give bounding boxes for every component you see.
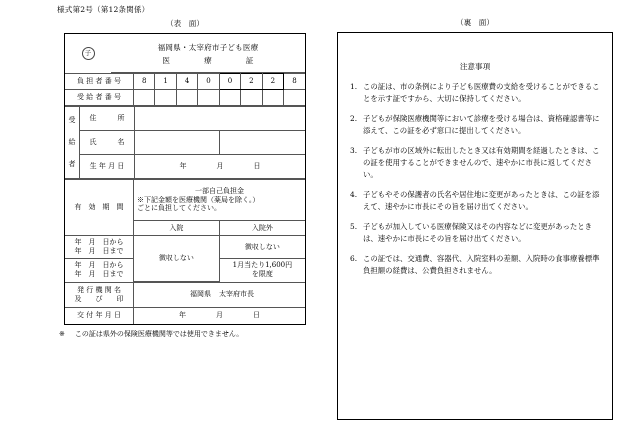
validity-copay-table (65, 179, 305, 282)
title-char-medical: 医 (162, 56, 171, 65)
period-to-2: 年 月 日まで (74, 270, 124, 278)
column-header-outpatient: 入院外 (219, 221, 305, 236)
recipient-digit-3[interactable] (176, 90, 197, 106)
recipient-digit-8[interactable] (284, 90, 305, 106)
note-item (350, 189, 600, 213)
copay-header-row (65, 180, 305, 221)
outpatient-amount-2-line1: 1月当たり1,600円 (232, 261, 293, 270)
certificate-title-line1: 福岡県・太宰府市子ども医療 (157, 42, 259, 52)
recipient-digit-5[interactable] (219, 90, 240, 106)
address-value[interactable] (135, 107, 306, 131)
front-side-caption: （表 面） (166, 19, 204, 28)
period-to-1: 年 月 日まで (74, 247, 124, 255)
form-number: 様式第2号（第12条関係） (57, 5, 150, 14)
birth-year-label: 年 (179, 162, 187, 171)
payer-digit-1[interactable]: 8 (134, 74, 155, 90)
certificate-title-row (65, 34, 305, 73)
payer-digit-7[interactable]: 2 (262, 74, 283, 90)
notes-card (337, 32, 613, 420)
period-from-2: 年 月 日から (74, 261, 124, 270)
issuer-label-line1: 発 行 機 関 名 (77, 285, 121, 294)
notes-title: 注意事項 (459, 62, 491, 71)
note-number: 6. (350, 253, 358, 263)
recipient-details-table (65, 106, 305, 179)
note-text: 子どもが加入している医療保険又はその内容などに変更があったときは、速やかに市長にその旨を届け出てください。 (363, 221, 593, 243)
vertical-label-char-2: 給 (68, 138, 76, 147)
footnote-mark: ※ (59, 329, 65, 338)
back-side-caption: （裏 面） (456, 18, 494, 27)
copay-header-cell (134, 180, 306, 221)
birth-date-value[interactable] (135, 155, 306, 179)
recipient-digit-6[interactable] (241, 90, 262, 106)
note-item (350, 81, 600, 105)
certificate-title-line2 (111, 56, 305, 65)
issuer-label (65, 282, 134, 307)
payer-digit-8[interactable]: 8 (284, 74, 305, 90)
vertical-label-char-3: 者 (68, 159, 76, 168)
note-number: 1. (350, 82, 358, 91)
recipient-address-row (65, 107, 305, 131)
circled-seal-icon: 子 (82, 47, 95, 60)
validity-period-label: 有 効 期 間 (65, 180, 134, 236)
issue-date-row (65, 307, 305, 324)
birth-day-label: 日 (253, 162, 261, 171)
footnote-text: この証は県外の保険医療機関等では使用できません。 (74, 329, 244, 338)
certificate-title-cell (111, 34, 305, 73)
outpatient-amount-1: 徴収しない (219, 236, 305, 259)
note-item (350, 253, 600, 277)
period-from-1: 年 月 日から (74, 238, 124, 247)
note-text: 子どもが市の区域外に転出したとき又は有効期間を経過したときは、この証を使用することができませんので、速やかに市長に返してください。 (363, 145, 600, 179)
note-text: この証は、市の条例により子ども医療費の支給を受けることができることを示す証ですから、大切に保持してください。 (363, 82, 600, 103)
issuer-value (134, 282, 306, 307)
note-number: 3. (350, 145, 358, 155)
issue-year-label: 年 (179, 311, 186, 320)
issuer-city-mayor: 太宰府市長 (219, 290, 254, 299)
outpatient-amount-2-line2: を限度 (251, 270, 273, 278)
validity-row-1 (65, 236, 305, 259)
note-item (350, 113, 600, 137)
issue-date-label: 交 付 年 月 日 (65, 307, 134, 324)
name-label: 氏 名 (80, 131, 135, 155)
birth-date-label: 生 年 月 日 (80, 155, 135, 179)
payer-number-label: 負 担 者 番 号 (65, 74, 134, 90)
note-item (350, 145, 600, 181)
payer-digit-6[interactable]: 2 (241, 74, 262, 90)
recipient-vertical-label (65, 107, 80, 179)
recipient-name-row (65, 131, 305, 155)
recipient-digit-7[interactable] (262, 90, 283, 106)
back-side-panel (330, 4, 620, 420)
recipient-digit-2[interactable] (155, 90, 176, 106)
recipient-digit-4[interactable] (198, 90, 219, 106)
payer-number-row (65, 74, 305, 90)
issuer-table (65, 282, 305, 324)
address-label: 住 所 (80, 107, 135, 131)
note-text: 子どもが保険医療機関等において診療を受ける場合は、資格確認書等に添えて、この証を必ず窓口に提出してください。 (363, 113, 600, 135)
birth-month-label: 月 (216, 162, 224, 171)
number-table (65, 73, 305, 106)
inpatient-amount: 徴収しない (134, 236, 220, 282)
payer-digit-3[interactable]: 4 (176, 74, 197, 90)
payer-digit-4[interactable]: 0 (198, 74, 219, 90)
front-side-panel (56, 4, 314, 339)
issue-date-value[interactable] (134, 307, 306, 324)
issuer-prefecture: 福岡県 (190, 290, 211, 299)
note-text: この証では、交通費、容器代、入院室料の差額、入院時の食事療養標準負担額の経費は、公費負担されません。 (363, 253, 600, 275)
issue-month-label: 月 (216, 311, 223, 320)
validity-period-value-2[interactable] (65, 259, 134, 282)
payer-digit-5[interactable]: 0 (219, 74, 240, 90)
note-text: 子どもやその保護者の氏名や居住地に変更があったときは、この証を添えて、速やかに市長にその旨を届け出てください。 (363, 189, 600, 211)
vertical-label-char-1: 受 (68, 116, 76, 125)
name-seal-value[interactable] (220, 131, 305, 155)
issue-day-label: 日 (253, 311, 260, 320)
issuer-label-line2: 及 び 印 (74, 294, 124, 303)
validity-period-value-1[interactable] (65, 236, 134, 259)
recipient-birth-row (65, 155, 305, 179)
issuer-row (65, 282, 305, 307)
recipient-digit-1[interactable] (134, 90, 155, 106)
note-item (350, 221, 600, 245)
note-number: 4. (350, 189, 358, 199)
outpatient-amount-2 (219, 259, 305, 282)
payer-digit-2[interactable]: 1 (155, 74, 176, 90)
medical-certificate-card (64, 33, 306, 325)
title-char-treatment: 療 (204, 56, 212, 65)
recipient-number-row (65, 90, 305, 106)
seal-mark-cell (65, 34, 111, 73)
title-char-certificate: 証 (245, 56, 254, 65)
recipient-number-label: 受 給 者 番 号 (65, 90, 134, 106)
copay-note-line1: ※下記金額を医療機関（薬局を除く。） (137, 195, 260, 204)
column-header-inpatient: 入院 (134, 221, 220, 236)
front-footnote (59, 329, 314, 339)
copay-title: 一部自己負担金 (195, 186, 244, 195)
name-value[interactable] (135, 131, 220, 155)
note-number: 5. (350, 221, 358, 231)
copay-note-line2: ごとに負担してください。 (137, 204, 221, 213)
certificate-title-table (65, 34, 305, 73)
note-number: 2. (350, 113, 358, 123)
